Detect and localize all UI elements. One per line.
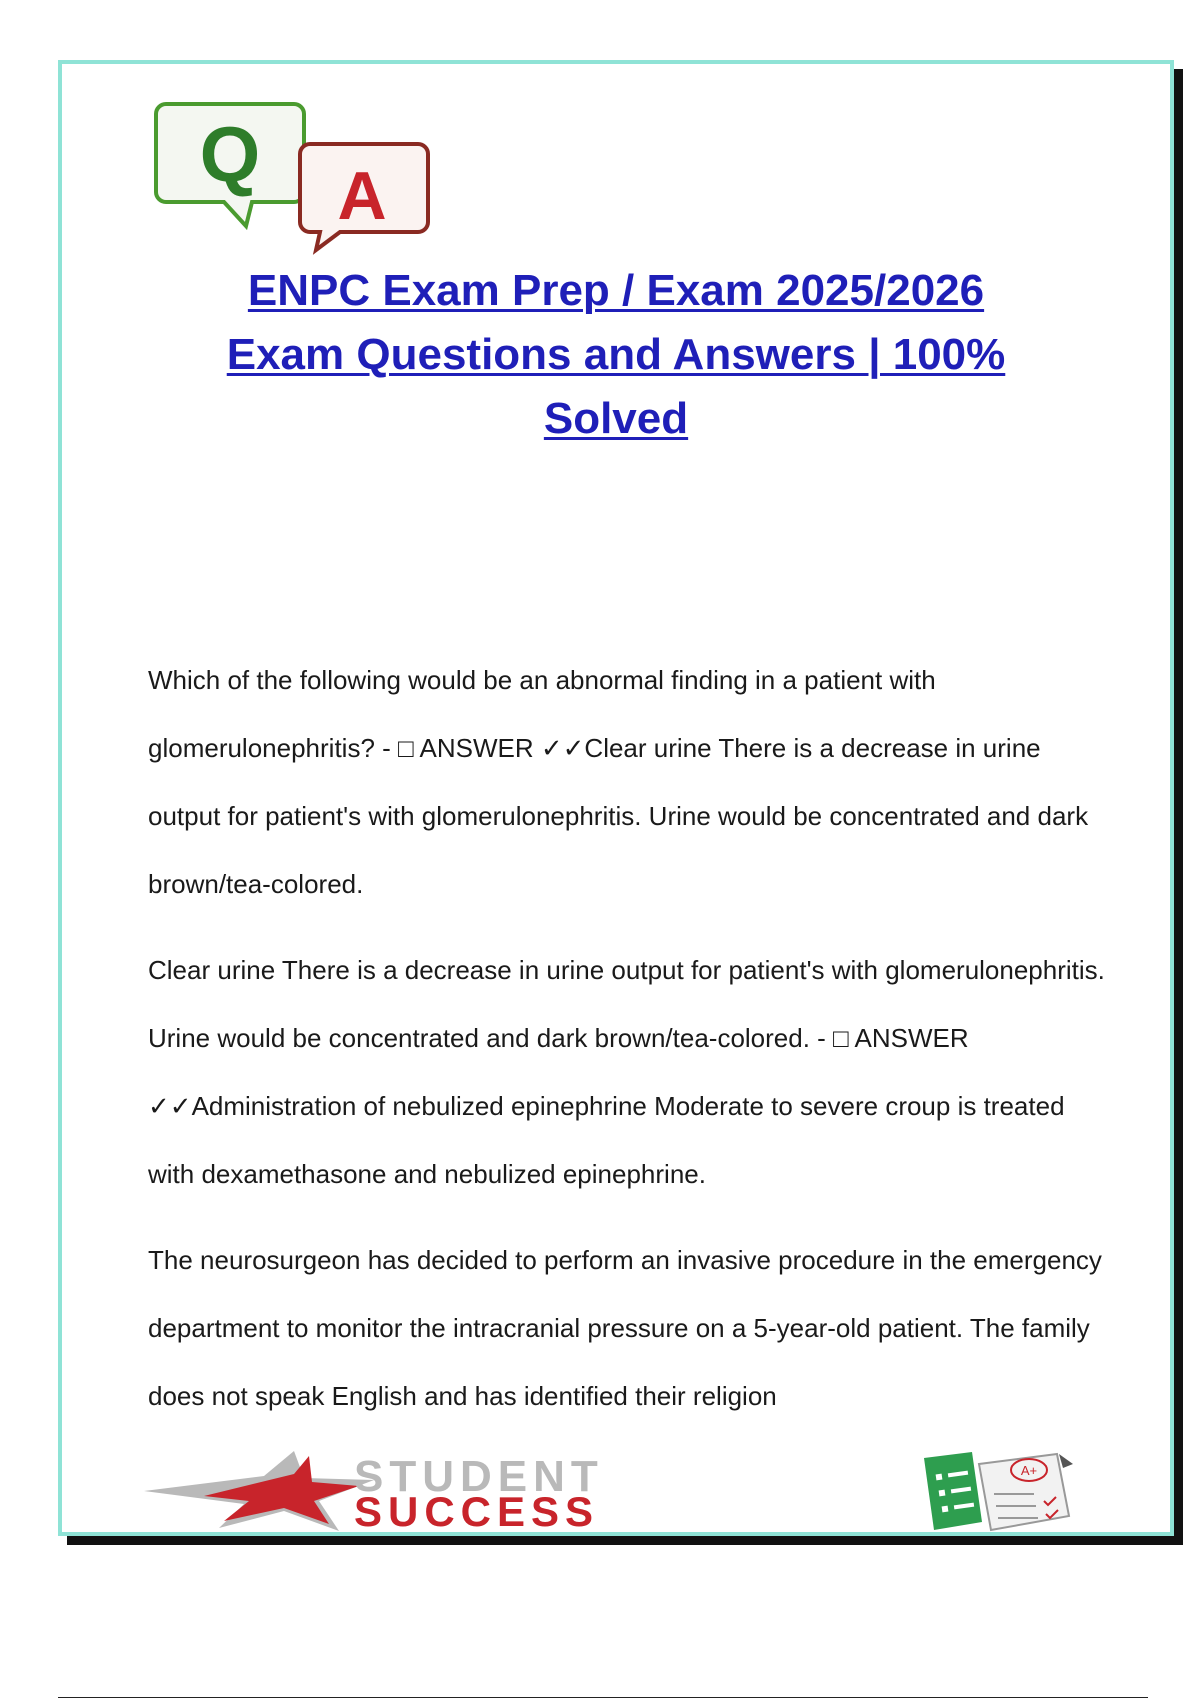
title-line-1[interactable]: ENPC Exam Prep / Exam 2025/2026 xyxy=(247,266,985,315)
qa-paragraph-3: The neurosurgeon has decided to perform an invasive procedure in the emergency department to monitor the intracranial pressure on a 5-year-old patient. The family does not speak English and has identified their religion xyxy=(148,1245,1102,1411)
qa-logo xyxy=(152,89,452,269)
document-title[interactable] xyxy=(122,259,1110,451)
brand-line-student: STUDENT xyxy=(354,1452,604,1501)
star-swoosh-icon xyxy=(144,1451,374,1531)
graded-paper-icon xyxy=(979,1454,1073,1530)
grade-badge: A+ xyxy=(1020,1463,1038,1478)
a-letter: A xyxy=(337,158,387,234)
student-success-logo xyxy=(144,1446,1084,1536)
page-bottom-rule xyxy=(58,1697,1148,1698)
q-speech-bubble-icon xyxy=(156,104,304,226)
qa-paragraph-2: Clear urine There is a decrease in urine output for patient's with glomerulonephritis. Urine would be concentrated and dark brown/tea-colored. - □ ANSWER ✓✓Administration of nebulized epinephrine Moderate to severe croup is treated with dexamethasone and nebulized epinephrine. xyxy=(148,955,1105,1189)
brand-line-success: SUCCESS xyxy=(354,1488,600,1535)
title-line-2[interactable]: Exam Questions and Answers | 100% xyxy=(226,330,1006,379)
document-body xyxy=(148,646,1108,1448)
q-letter: Q xyxy=(199,110,261,198)
checklist-document-icon xyxy=(924,1452,982,1530)
title-line-3[interactable]: Solved xyxy=(543,394,689,443)
document-page xyxy=(58,60,1174,1536)
a-speech-bubble-icon xyxy=(300,144,428,250)
qa-paragraph-1: Which of the following would be an abnormal finding in a patient with glomerulonephritis? - □ ANSWER ✓✓Clear urine There is a decrease in urine output for patient's with glomerulonephritis. Urine would be concentrated and dark brown/tea-colored. xyxy=(148,665,1089,899)
